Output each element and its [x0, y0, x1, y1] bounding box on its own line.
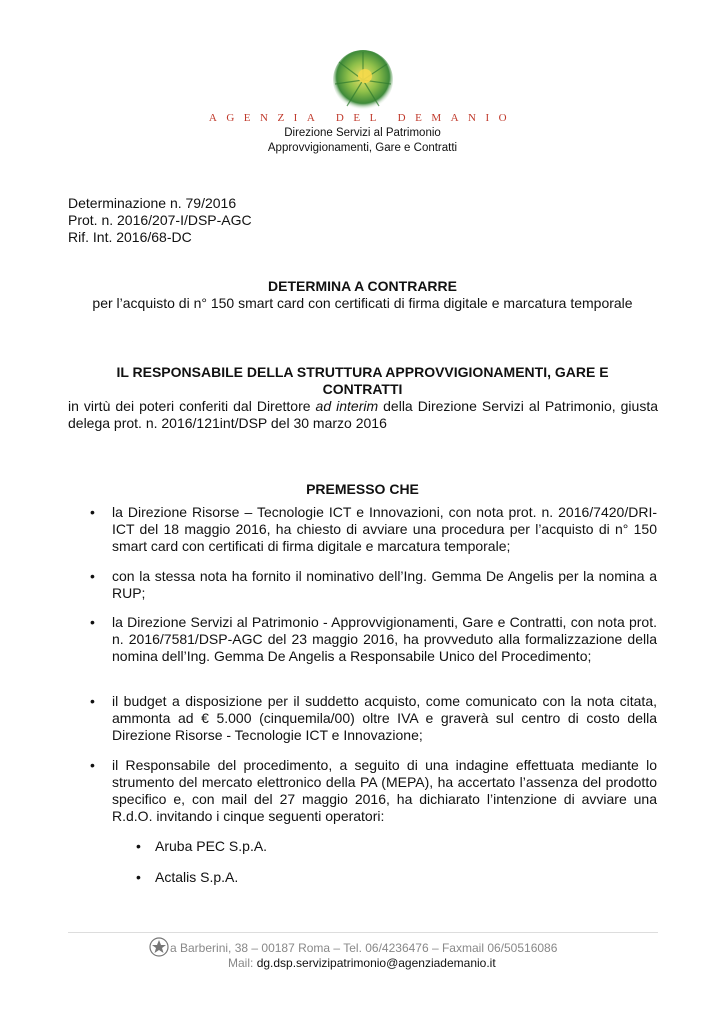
footer-divider — [68, 932, 658, 933]
operator-item: Aruba PEC S.p.A. — [155, 838, 268, 854]
sub-bullet-icon: • — [136, 838, 141, 854]
determina-title: DETERMINA A CONTRARRE — [268, 278, 457, 294]
internal-reference: Rif. Int. 2016/68-DC — [68, 229, 192, 245]
powers-paragraph — [68, 398, 658, 432]
bullet-icon: • — [90, 504, 95, 520]
operator-item: Actalis S.p.A. — [155, 869, 239, 885]
premise-item: la Direzione Servizi al Patrimonio - Approvvigionamenti, Gare e Contratti, con nota prot. n. 2016/7581/DSP-AGC del 23 maggio 2016, ha provveduto alla formalizzazione della nomina dell’Ing. Gemma De Angelis a Responsabile Unico del Procedimento; — [112, 614, 657, 664]
department-name: Direzione Servizi al Patrimonio — [284, 127, 441, 139]
responsabile-title-continued: CONTRATTI — [322, 381, 403, 397]
bullet-icon: • — [90, 568, 95, 584]
powers-text: in virtù dei poteri conferiti dal Direttore — [68, 398, 316, 414]
premise-item: con la stessa nota ha fornito il nominativo dell’Ing. Gemma De Angelis per la nomina a RUP; — [112, 568, 657, 601]
determina-subtitle: per l’acquisto di n° 150 smart card con certificati di firma digitale e marcatura temporale — [92, 295, 633, 311]
footer-address: a Barberini, 38 – 00187 Roma – Tel. 06/4236476 – Faxmail 06/50516086 — [170, 941, 558, 955]
sub-bullet-icon: • — [136, 869, 141, 885]
footer-mail — [228, 956, 496, 970]
republic-emblem-icon — [148, 936, 170, 958]
premesso-heading: PREMESSO CHE — [306, 481, 419, 497]
mail-address: dg.dsp.servizipatrimonio@agenziademanio.it — [256, 956, 496, 970]
premise-item: il budget a disposizione per il suddetto acquisto, come comunicato con la nota citata, ammonta ad € 5.000 (cinquemila/00) oltre IVA e graverà sul centro di costo della Direzione Risorse - Tecnologie ICT e Innovazione; — [112, 693, 657, 743]
premise-item: la Direzione Risorse – Tecnologie ICT e Innovazioni, con nota prot. n. 2016/7420/DRI-ICT del 18 maggio 2016, ha chiesto di avviare una procedura per l’acquisto di n° 150 smart card con certificati di firma digitale e marcatura temporale; — [112, 504, 657, 554]
agency-name: AGENZIA DEL DEMANIO — [208, 112, 517, 124]
bullet-icon: • — [90, 757, 95, 773]
mail-label: Mail: — [228, 956, 254, 970]
determinazione-number: Determinazione n. 79/2016 — [68, 195, 237, 211]
responsabile-title: IL RESPONSABILE DELLA STRUTTURA APPROVVIGIONAMENTI, GARE E — [116, 364, 609, 380]
bullet-icon: • — [90, 693, 95, 709]
powers-italic: ad interim — [315, 398, 379, 414]
agency-logo — [331, 48, 395, 112]
powers-text-end: della Direzione Servizi al Patrimonio, giusta delega prot. n. 2016/121int/DSP del 30 marzo 2016 — [68, 398, 658, 431]
office-name: Approvvigionamenti, Gare e Contratti — [267, 142, 458, 154]
protocol-number: Prot. n. 2016/207-I/DSP-AGC — [68, 212, 252, 228]
bullet-icon: • — [90, 614, 95, 630]
premise-item: il Responsabile del procedimento, a seguito di una indagine effettuata mediante lo strumento del mercato elettronico della PA (MEPA), ha accertato l’assenza del prodotto specifico e, con mail del 27 maggio 2016, ha dichiarato l’intenzione di avviare una R.d.O. invitando i cinque seguenti operatori: — [112, 757, 657, 824]
